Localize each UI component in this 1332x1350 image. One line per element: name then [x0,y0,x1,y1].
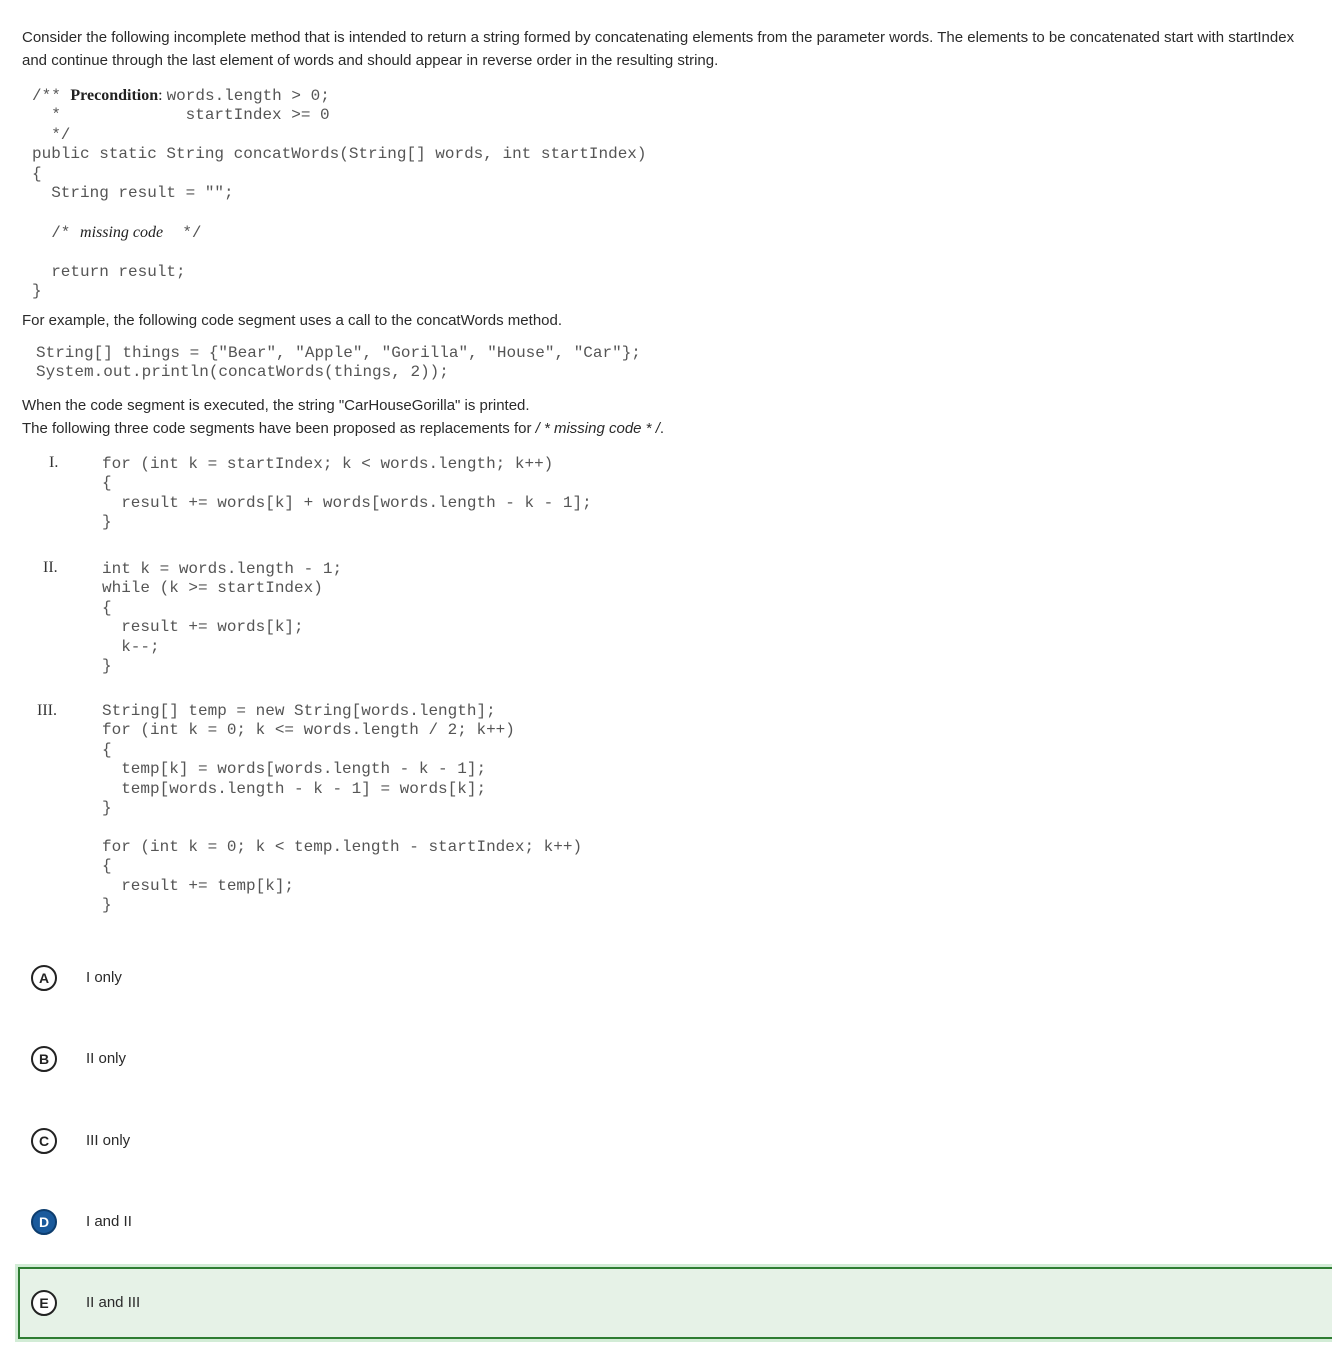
choice-c-bubble[interactable]: C [31,1128,57,1154]
choice-c[interactable] [0,1105,1332,1177]
segment-label-i: I. [49,454,59,471]
example-intro: For example, the following code segment uses a call to the concatWords method. [22,312,563,329]
method-code-block [32,86,647,301]
choice-e-label: II and III [86,1294,141,1311]
proposed-text: The following three code segments have been proposed as replacements for / * missing code * /. [22,420,665,437]
code-line: String[] things = {"Bear", "Apple", "Gorilla", "House", "Car"}; [36,344,641,362]
segment-label-iii: III. [37,702,57,719]
code-line: } [32,282,42,301]
segment-code-i: for (int k = startIndex; k < words.length; k++) { result += words[k] + words[words.length - k - 1]; } [102,455,592,532]
segment-label-ii: II. [43,559,58,576]
code-line: System.out.println(concatWords(things, 2)); [36,363,449,382]
code-line: * startIndex >= 0 [32,106,330,125]
choice-d-bubble-selected[interactable]: D [31,1209,57,1235]
choice-c-label: III only [86,1132,131,1149]
code-line: { [32,164,42,183]
choice-d-label: I and II [86,1213,132,1230]
choice-b-label: II only [86,1050,127,1067]
example-code-block [36,344,641,383]
code-line: return result; [32,262,186,281]
segment-code-ii: int k = words.length - 1; while (k >= startIndex) { result += words[k]; k--; } [102,560,343,676]
choice-a-bubble[interactable]: A [31,965,57,991]
choice-a-label: I only [86,969,122,986]
choice-a[interactable] [0,942,1332,1014]
choice-b-bubble[interactable]: B [31,1046,57,1072]
choice-e-bubble[interactable]: E [31,1290,57,1316]
code-line: /* missing code */ [32,223,202,242]
code-line: String result = ""; [32,184,234,203]
code-line: /** Precondition: words.length > 0; [32,87,330,105]
segment-code-iii: String[] temp = new String[words.length]; for (int k = 0; k <= words.length / 2; k++) { temp[k] = words[words.length - k - 1]; temp[words.length - k - 1] = words[k]; } for (int k = 0; k < temp.length - startIndex; k++) { result += temp[k]; } [102,702,583,915]
choice-e-correct[interactable] [18,1267,1332,1339]
choice-b[interactable] [0,1023,1332,1095]
code-line: */ [32,125,71,144]
missing-code-ref: / * missing code * / [535,420,660,437]
question-intro: Consider the following incomplete method that is intended to return a string formed by concatenating elements from the parameter words. The elements to be concatenated start with startIndex and continue through the last element of words and should appear in reverse order in the resulting string. [22,29,1295,69]
choice-d[interactable] [0,1186,1332,1258]
code-line: public static String concatWords(String[] words, int startIndex) [32,145,647,164]
printed-text: When the code segment is executed, the string "CarHouseGorilla" is printed. [22,397,530,414]
